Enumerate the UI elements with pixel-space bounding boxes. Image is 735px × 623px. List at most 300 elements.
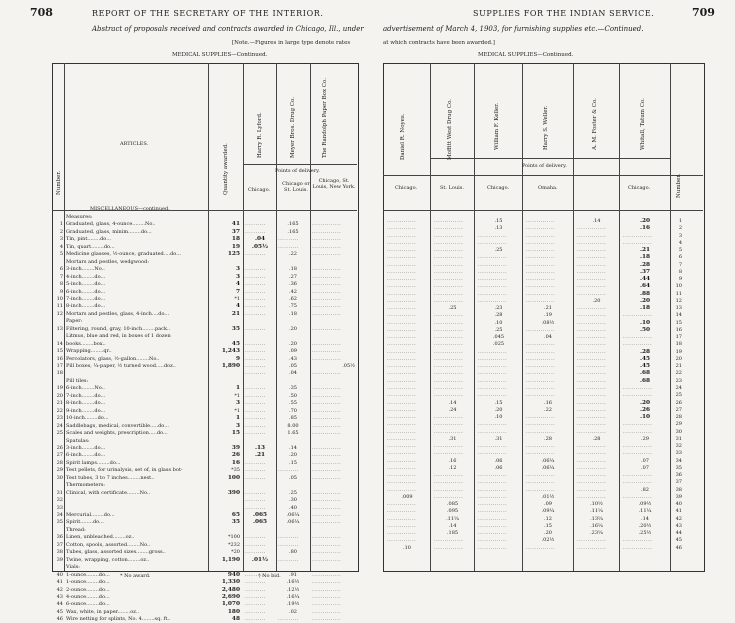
article-text: 6-inch........do... (66, 288, 106, 295)
article-text: Vials: (66, 564, 80, 571)
dot-leader: .......... (245, 363, 266, 369)
dot-leader: .............. (577, 319, 607, 326)
bid-meyer: .20 (289, 325, 297, 332)
quantity-cell: 41 (231, 221, 240, 228)
dot-leader: .............. (623, 239, 653, 246)
bid-weller: .16 (544, 399, 552, 406)
dot-leader: .......... (245, 385, 266, 392)
quantity-cell: *1 (234, 295, 240, 302)
right-row-number: 25 (675, 392, 682, 399)
dot-leader: .............. (623, 334, 653, 341)
left-abstract-title: Abstract of proposals received and contracts awarded in Chicago, Ill., under (92, 25, 364, 33)
right-point-3: Chicago. (487, 185, 510, 191)
dot-leader: .............. (577, 493, 607, 500)
dot-leader: .............. (526, 218, 556, 224)
bid-moffitt: .085 (446, 501, 459, 508)
dot-leader: .............. (577, 355, 607, 362)
quantity-cell: *1 (234, 392, 240, 399)
right-point-4: Omaha. (538, 185, 558, 191)
dot-leader: .............. (312, 228, 342, 235)
dot-leader: .............. (434, 290, 464, 297)
dot-leader: .............. (387, 218, 417, 224)
bid-whitall: .14 (641, 515, 649, 522)
bid-whitall: .11¼ (638, 508, 652, 515)
bid-weller: .06¼ (541, 464, 555, 471)
dot-leader: .............. (434, 218, 464, 224)
dot-leader: .......... (245, 489, 266, 496)
article-text: Medicine glasses, ½-ounce, graduated....do... (66, 251, 181, 258)
dot-leader: .............. (312, 392, 342, 399)
footnote-no-award: * No award. (120, 573, 151, 579)
quantity-cell: 65 (231, 512, 240, 518)
dot-leader: .............. (434, 225, 464, 232)
dot-leader: .............. (478, 268, 508, 275)
bid-keller: .10 (494, 414, 503, 421)
article-text: 3-inch........do... (66, 444, 106, 451)
dot-leader: .............. (623, 421, 653, 428)
dot-leader: .............. (312, 616, 342, 623)
dot-leader: .............. (312, 295, 342, 302)
dot-leader: .......... (278, 556, 299, 563)
bid-meyer: .04 (289, 370, 297, 377)
dot-leader: .............. (312, 310, 342, 317)
dot-leader: .............. (312, 549, 342, 556)
dot-leader: .......... (245, 392, 266, 399)
right-bidder-2: Moffitt West Drug Co. (447, 98, 453, 160)
right-note: at which contracts have been awarded.] (383, 40, 495, 46)
quantity-cell: *232 (227, 541, 240, 548)
bid-keller: .15 (494, 218, 503, 224)
dot-leader: .............. (434, 421, 464, 428)
dot-leader: .............. (526, 421, 556, 428)
article-text: 2-ounce........do... (66, 586, 110, 593)
dot-leader: .............. (577, 312, 607, 319)
quantity-cell: 1,243 (221, 348, 240, 355)
quantity-cell: 1 (235, 385, 240, 392)
dot-leader: .............. (526, 283, 556, 290)
dot-leader: .......... (278, 541, 299, 548)
dot-leader: .............. (387, 443, 417, 450)
bid-meyer: .20 (289, 340, 297, 347)
dot-leader: .............. (526, 479, 556, 486)
quantity-cell: 1,070 (221, 601, 240, 608)
bid-meyer: .91 (289, 571, 297, 578)
right-row-number: 39 (675, 493, 682, 500)
dot-leader: .............. (577, 247, 607, 254)
bid-whitall: .20½ (638, 522, 652, 529)
dot-leader: .............. (478, 472, 508, 479)
bid-weller: .15 (544, 522, 552, 529)
bid-keller: .28 (494, 312, 503, 319)
dot-leader: .......... (245, 601, 266, 608)
bid-meyer: .30 (289, 497, 297, 504)
quantity-cell: *100 (227, 534, 240, 541)
right-row-number: 3 (678, 232, 682, 239)
quantity-cell: 45 (231, 340, 240, 347)
dot-leader: .............. (434, 312, 464, 319)
right-point-5: Chicago. (628, 185, 651, 191)
row-number: 35 (56, 519, 63, 526)
bid-whitall: .45 (639, 355, 651, 362)
dot-leader: .............. (526, 377, 556, 384)
dot-leader: .............. (577, 283, 607, 290)
dot-leader: .............. (312, 534, 342, 541)
article-text: books........box.. (66, 340, 106, 347)
dot-leader: .............. (478, 428, 508, 435)
row-number: 32 (56, 497, 63, 504)
article-text: Mercurial........do... (66, 512, 115, 518)
right-row-number: 4 (678, 239, 682, 246)
bid-whitall: .18 (639, 305, 651, 312)
bid-whitall: .68 (639, 377, 651, 384)
dot-leader: .............. (526, 486, 556, 493)
dot-leader: .............. (434, 232, 464, 239)
dot-leader: .............. (478, 450, 508, 457)
bid-meyer: .80 (289, 549, 297, 556)
dot-leader: .............. (387, 341, 417, 348)
dot-leader: .......... (245, 430, 266, 437)
dot-leader: .......... (245, 467, 266, 474)
row-number: 1 (59, 221, 63, 228)
bid-meyer: .14 (289, 444, 297, 451)
dot-leader: .............. (434, 239, 464, 246)
dot-leader: .............. (478, 261, 508, 268)
bid-whitall: .45 (639, 363, 651, 370)
bid-lyford: .01½ (251, 556, 269, 563)
quantity-cell: *35 (231, 467, 240, 474)
dot-leader: .......... (245, 593, 266, 600)
dot-leader: .............. (577, 421, 607, 428)
bid-foster: .16¼ (590, 522, 603, 529)
right-row-number: 13 (675, 305, 682, 312)
dot-leader: .............. (312, 407, 342, 414)
dot-leader: .......... (245, 407, 266, 414)
dot-leader: .............. (478, 493, 508, 500)
article-text: Measures: (66, 214, 93, 220)
dot-leader: .............. (312, 422, 342, 429)
bid-meyer: .05 (289, 363, 297, 369)
dot-leader: .......... (245, 459, 266, 466)
quantity-cell: 19 (231, 243, 240, 250)
bid-moffitt: .11¼ (446, 515, 459, 522)
dot-leader: .............. (623, 232, 653, 239)
bid-weller: .21 (544, 305, 552, 312)
article-text: 6-inch........do... (66, 452, 106, 459)
dot-leader: .............. (478, 297, 508, 304)
dot-leader: .............. (387, 276, 417, 283)
row-number: 27 (56, 452, 63, 459)
dot-leader: .............. (478, 486, 508, 493)
article-text: Filtering, round, gray, 10-inch........pack.. (66, 325, 171, 332)
dot-leader: .............. (526, 268, 556, 275)
row-number: 5 (59, 251, 63, 258)
row-number: 31 (56, 489, 63, 496)
bid-meyer: .09 (289, 348, 297, 355)
right-row-number: 1 (678, 218, 682, 224)
bid-meyer: .18 (289, 266, 297, 273)
left-point-1: Chicago. (248, 187, 271, 193)
bid-meyer: .165 (287, 221, 299, 228)
dot-leader: .............. (312, 444, 342, 451)
bid-moffitt: .095 (446, 508, 459, 515)
dot-leader: .............. (387, 515, 417, 522)
right-row-number: 9 (678, 276, 682, 283)
bid-whitall: .88 (639, 290, 651, 297)
right-row-number: 30 (675, 428, 682, 435)
bid-weller: .02½ (541, 537, 555, 544)
dot-leader: .............. (526, 544, 556, 551)
right-row-number: 5 (678, 247, 682, 254)
right-point-2: St. Louis. (440, 185, 464, 191)
dot-leader: .............. (312, 474, 342, 481)
dot-leader: .............. (478, 254, 508, 261)
left-col-quantity: Quantity awarded. (223, 143, 229, 195)
dot-leader: .............. (577, 232, 607, 239)
dot-leader: .............. (478, 421, 508, 428)
bid-keller: .25 (494, 326, 503, 333)
right-row-number: 6 (678, 254, 682, 261)
dot-leader: .......... (245, 266, 266, 273)
dot-leader: .............. (312, 467, 342, 474)
dot-leader: .............. (434, 283, 464, 290)
bid-whitall: .21 (639, 247, 651, 254)
dot-leader: .............. (434, 348, 464, 355)
article-text: 1-ounce........do... (66, 571, 110, 578)
left-col-articles: ARTICLES. (120, 141, 149, 147)
right-row-number: 18 (675, 341, 682, 348)
dot-leader: .............. (526, 239, 556, 246)
bid-keller: .20 (494, 406, 503, 413)
dot-leader: .............. (312, 288, 342, 295)
dot-leader: .............. (478, 283, 508, 290)
right-row-number: 27 (675, 406, 682, 413)
row-number: 4 (59, 243, 63, 250)
article-text: Graduated, glass, 4-ounce........No.. (66, 221, 156, 228)
right-abstract-title: advertisement of March 4, 1903, for furnishing supplies etc.—Continued. (383, 25, 644, 33)
bid-weller: .20 (544, 530, 552, 537)
dot-leader: .............. (623, 537, 653, 544)
dot-leader: .............. (577, 479, 607, 486)
dot-leader: .............. (387, 232, 417, 239)
dot-leader: .............. (387, 522, 417, 529)
right-row-number: 37 (675, 479, 682, 486)
dot-leader: .......... (245, 325, 266, 332)
dot-leader: .............. (434, 537, 464, 544)
dot-leader: .............. (434, 334, 464, 341)
dot-leader: .............. (387, 268, 417, 275)
row-number: 41 (56, 579, 63, 586)
bid-whitall: .37 (639, 268, 651, 275)
dot-leader: .............. (434, 428, 464, 435)
article-text: Tin, quart........do... (66, 243, 115, 250)
quantity-cell: 4 (235, 281, 240, 288)
dot-leader: .......... (245, 422, 266, 429)
right-row-number: 17 (675, 334, 682, 341)
dot-leader: .......... (245, 273, 266, 280)
bid-moffitt: .16 (448, 457, 457, 464)
dot-leader: .............. (526, 247, 556, 254)
bid-meyer: .27 (289, 273, 297, 280)
quantity-cell: 15 (231, 430, 240, 437)
bid-foster: .28 (592, 435, 601, 442)
dot-leader: .............. (387, 377, 417, 384)
quantity-cell: 16 (231, 459, 240, 466)
dot-leader: .............. (526, 384, 556, 391)
dot-leader: .............. (387, 501, 417, 508)
dot-leader: .............. (577, 363, 607, 370)
right-row-number: 29 (675, 421, 682, 428)
article-text: Test tubes, 3 to 7 inches........nest.. (66, 474, 155, 481)
right-row-number: 24 (675, 384, 682, 391)
dot-leader: .............. (387, 450, 417, 457)
dot-leader: .............. (434, 363, 464, 370)
dot-leader: .............. (434, 261, 464, 268)
right-running-head: SUPPLIES FOR THE INDIAN SERVICE. (473, 9, 655, 18)
article-text: Test pellets, for urinalysis, set of, in glass bot- (66, 467, 183, 474)
quantity-cell: 3 (235, 422, 240, 429)
article-text: 8-inch........do... (66, 400, 106, 407)
dot-leader: .............. (577, 443, 607, 450)
right-row-number: 36 (675, 472, 682, 479)
right-row-number: 14 (675, 312, 682, 319)
dot-leader: .............. (312, 236, 342, 243)
dot-leader: .............. (577, 537, 607, 544)
dot-leader: .......... (245, 303, 266, 310)
dot-leader: .............. (434, 254, 464, 261)
bid-noyes: .009 (401, 493, 413, 500)
right-row-number: 38 (675, 486, 682, 493)
bid-keller: .25 (494, 247, 503, 254)
dot-leader: .............. (387, 421, 417, 428)
dot-leader: .............. (478, 290, 508, 297)
right-row-number: 46 (675, 544, 682, 551)
article-text: Mortars and pestles, wedgwood: (66, 258, 149, 265)
dot-leader: .............. (387, 414, 417, 421)
article-text: Clinical, with certificate........No.. (66, 489, 151, 496)
right-row-number: 40 (675, 501, 682, 508)
right-bidder-1: Daniel R. Noyes. (400, 113, 406, 160)
dot-leader: .......... (245, 310, 266, 317)
bid-keller: .045 (492, 334, 505, 341)
dot-leader: .......... (278, 534, 299, 541)
bid-meyer: .22 (289, 251, 297, 258)
row-number: 40 (56, 571, 63, 578)
bid-lyford: .05½ (251, 243, 269, 250)
dot-leader: .............. (623, 479, 653, 486)
row-number: 29 (56, 467, 63, 474)
dot-leader: .............. (434, 479, 464, 486)
article-text: Wax, white, in paper........oz.. (66, 608, 140, 615)
left-running-head: REPORT OF THE SECRETARY OF THE INTERIOR. (92, 9, 324, 18)
quantity-cell: 1,190 (221, 556, 240, 563)
row-number: 28 (56, 459, 63, 466)
dot-leader: .............. (312, 504, 342, 511)
dot-leader: .............. (478, 392, 508, 399)
dot-leader: .............. (526, 290, 556, 297)
article-text: Tubes, glass, assorted sizes........gross.. (66, 549, 166, 556)
right-bidder-4: Harry S. Weller. (543, 105, 549, 150)
row-number: 19 (56, 385, 63, 392)
dot-leader: .............. (526, 254, 556, 261)
right-row-number: 31 (675, 435, 682, 442)
bid-moffitt: .24 (448, 406, 457, 413)
right-row-number: 41 (675, 508, 682, 515)
row-number: 43 (56, 593, 63, 600)
dot-leader: .............. (434, 544, 464, 551)
article-text: Litmus, blue and red, in boxes of 1 dozen (66, 333, 171, 340)
dot-leader: .............. (387, 355, 417, 362)
right-row-number: 35 (675, 464, 682, 471)
dot-leader: .............. (577, 457, 607, 464)
row-number: 37 (56, 541, 63, 548)
article-text: Wire netting for splints, No. 4........sq. ft.. (66, 616, 171, 623)
article-text: 6-inch........No.. (66, 385, 105, 392)
quantity-cell: 48 (231, 616, 240, 623)
dot-leader: .............. (387, 239, 417, 246)
dot-leader: .......... (245, 571, 266, 578)
dot-leader: .............. (434, 297, 464, 304)
row-number: 6 (59, 266, 63, 273)
bid-meyer: .36 (289, 281, 297, 288)
dot-leader: .............. (387, 537, 417, 544)
article-text: Scales and weights, prescription.....do... (66, 430, 168, 437)
left-section-title: MEDICAL SUPPLIES—Continued. (172, 52, 268, 58)
dot-leader: .............. (478, 239, 508, 246)
dot-leader: .............. (434, 450, 464, 457)
right-bidder-6: Whitall, Tatum Co. (640, 98, 646, 150)
dot-leader: .............. (526, 261, 556, 268)
dot-leader: .............. (623, 493, 653, 500)
dot-leader: .......... (245, 400, 266, 407)
dot-leader: .............. (434, 268, 464, 275)
row-number: 24 (56, 422, 63, 429)
quantity-cell: 2,480 (221, 586, 240, 593)
dot-leader: .......... (245, 281, 266, 288)
bid-whitall: .10 (639, 414, 651, 421)
article-text: Paper: (66, 318, 83, 325)
bid-keller: .31 (494, 435, 503, 442)
right-bidder-5: A. M. Foster & Co. (592, 98, 598, 150)
bid-foster: .10½ (590, 501, 603, 508)
dot-leader: .............. (577, 464, 607, 471)
article-text: 10-inch........do... (66, 415, 109, 422)
dot-leader: .............. (312, 400, 342, 407)
bid-meyer: .165 (287, 228, 299, 235)
dot-leader: .............. (312, 541, 342, 548)
dot-leader: .............. (577, 305, 607, 312)
dot-leader: .......... (245, 348, 266, 355)
article-text: Graduated, glass, minim........do... (66, 228, 152, 235)
right-page-number: 709 (692, 6, 715, 19)
right-row-number: 16 (675, 326, 682, 333)
dot-leader: .............. (434, 443, 464, 450)
dot-leader: .............. (526, 297, 556, 304)
dot-leader: .............. (623, 472, 653, 479)
dot-leader: .............. (387, 399, 417, 406)
dot-leader: .............. (312, 221, 342, 228)
dot-leader: .......... (245, 370, 266, 377)
bid-meyer: .19½ (286, 601, 300, 608)
row-number: 30 (56, 474, 63, 481)
dot-leader: .............. (577, 486, 607, 493)
dot-leader: .............. (526, 225, 556, 232)
dot-leader: .......... (245, 549, 266, 556)
dot-leader: .............. (577, 276, 607, 283)
article-text: 8-inch........do... (66, 303, 106, 310)
dot-leader: .............. (478, 348, 508, 355)
row-number: 38 (56, 549, 63, 556)
bid-foster: .14 (592, 218, 601, 224)
